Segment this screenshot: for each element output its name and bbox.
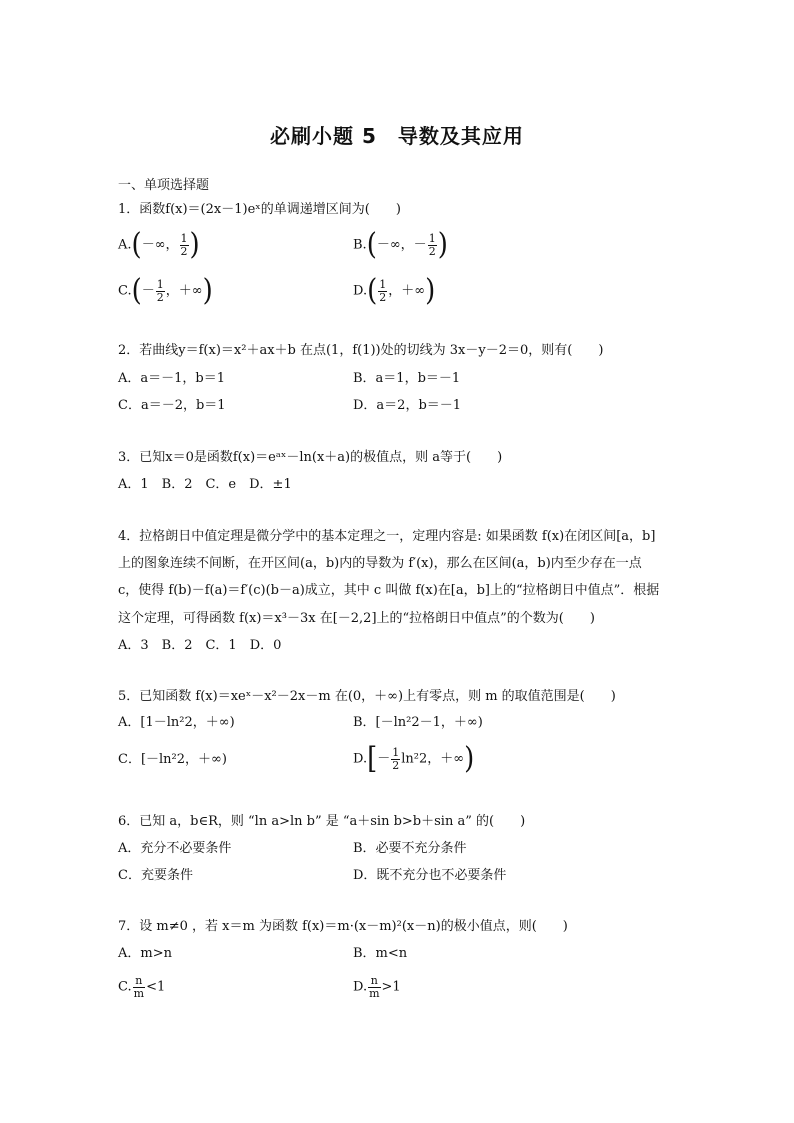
denominator: 2 [156, 290, 164, 304]
option-label: A. [118, 237, 132, 253]
denominator: 2 [392, 758, 400, 772]
option-text: ln²2，＋∞ [401, 751, 465, 767]
q5-option-a: A．[1－ln²2，＋∞) [118, 715, 235, 730]
page-title: 必刷小题 5 导数及其应用 [270, 124, 524, 148]
fraction [180, 233, 189, 257]
left-paren-glyph: ( [131, 273, 142, 309]
right-paren-glyph: ) [202, 273, 213, 309]
q6-option-b: B．必要不充分条件 [353, 841, 467, 856]
q5-option-b: B．[－ln²2－1，＋∞) [353, 715, 483, 730]
q2-option-c: C．a＝－2，b＝1 [118, 398, 226, 413]
q5-option-c: C．[－ln²2，＋∞) [118, 752, 227, 767]
option-label: C. [118, 979, 132, 995]
fraction [378, 279, 387, 303]
q7-option-a: A．m>n [118, 946, 172, 961]
left-paren-glyph: ( [367, 273, 378, 309]
q2-option-b: B．a＝1，b＝－1 [353, 371, 461, 386]
q2-option-a: A．a＝－1，b＝1 [118, 371, 226, 386]
q5-option-d [353, 741, 475, 777]
q6-stem: 6．已知 a，b∈R，则 “ln a>ln b” 是 “a＋sin b>b＋sin a” 的( ) [118, 814, 526, 829]
q7-option-b: B．m<n [353, 946, 408, 961]
option-label: D. [353, 751, 368, 767]
numerator: n [133, 975, 145, 988]
q1-option-d [353, 273, 436, 309]
fraction [133, 975, 145, 999]
denominator: 2 [180, 244, 188, 258]
option-text: ，＋∞ [388, 283, 426, 299]
q4-line-4: 这个定理，可得函数 f(x)＝x³－3x 在[－2,2]上的“拉格朗日中值点”的个数为( ) [118, 611, 595, 626]
q3-options: A．1 B．2 C．e D．±1 [118, 477, 292, 492]
q7-option-c [118, 975, 165, 999]
left-paren-glyph: ( [366, 227, 377, 263]
option-label: D. [353, 979, 368, 995]
numerator: n [368, 975, 380, 988]
denominator: m [133, 986, 145, 1000]
right-paren-glyph: ) [425, 273, 436, 309]
section-heading: 一、单项选择题 [118, 178, 210, 193]
q2-option-d: D．a＝2，b＝－1 [353, 398, 462, 413]
q4-options: A．3 B．2 C．1 D．0 [118, 638, 282, 653]
option-text: ，＋∞ [165, 283, 203, 299]
q4-line-1: 4．拉格朗日中值定理是微分学中的基本定理之一，定理内容是: 如果函数 f(x)在闭区间[a，b] [118, 529, 656, 544]
q1-option-a [118, 227, 200, 263]
option-text: >1 [381, 979, 401, 995]
denominator: 2 [428, 244, 436, 258]
option-text: － [141, 283, 155, 299]
q7-stem: 7．设 m≠0 ，若 x＝m 为函数 f(x)＝m·(x－m)²(x－n)的极小值点，则( ) [118, 919, 568, 934]
q3-stem: 3．已知x＝0是函数f(x)＝eᵃˣ－ln(x＋a)的极值点，则 a等于( ) [118, 450, 503, 465]
numerator: 1 [392, 745, 400, 759]
q6-option-c: C．充要条件 [118, 868, 193, 883]
right-paren-glyph: ) [464, 741, 475, 777]
q6-option-d: D．既不充分也不必要条件 [353, 868, 507, 883]
option-label: D. [353, 283, 368, 299]
q4-line-3: c，使得 f(b)－f(a)＝f′(c)(b－a)成立，其中 c 叫做 f(x)在[a，b]上的“拉格朗日中值点”．根据 [118, 583, 660, 598]
fraction [428, 233, 437, 257]
denominator: 2 [379, 290, 387, 304]
fraction [156, 279, 165, 303]
option-label: C. [118, 283, 132, 299]
left-paren-glyph: ( [131, 227, 142, 263]
q2-stem: 2．若曲线y＝f(x)＝x²＋ax＋b 在点(1，f(1))处的切线为 3x－y－2＝0，则有( ) [118, 343, 604, 358]
numerator: 1 [180, 231, 188, 245]
q7-option-d [353, 975, 401, 999]
q1-option-b [353, 227, 448, 263]
denominator: m [369, 986, 380, 1000]
q1-option-c [118, 273, 213, 309]
right-paren-glyph: ) [189, 227, 200, 263]
numerator: 1 [156, 277, 164, 291]
left-bracket-glyph: [ [367, 741, 378, 777]
numerator: 1 [428, 231, 436, 245]
option-text: － [377, 751, 391, 767]
numerator: 1 [379, 277, 387, 291]
q6-option-a: A．充分不必要条件 [118, 841, 232, 856]
option-text: <1 [146, 979, 166, 995]
fraction [391, 747, 400, 771]
q1-stem: 1．函数f(x)＝(2x－1)eˣ的单调递增区间为( ) [118, 202, 401, 217]
option-text: －∞， [141, 237, 179, 253]
option-text: －∞，－ [376, 237, 427, 253]
fraction [368, 975, 380, 999]
option-label: B. [353, 237, 367, 253]
q5-stem: 5．已知函数 f(x)＝xeˣ－x²－2x－m 在(0，＋∞)上有零点，则 m 的取值范围是( ) [118, 689, 616, 704]
right-paren-glyph: ) [437, 227, 448, 263]
q4-line-2: 上的图象连续不间断，在开区间(a，b)内的导数为 f′(x)，那么在区间(a，b)内至少存在一点 [118, 556, 642, 571]
